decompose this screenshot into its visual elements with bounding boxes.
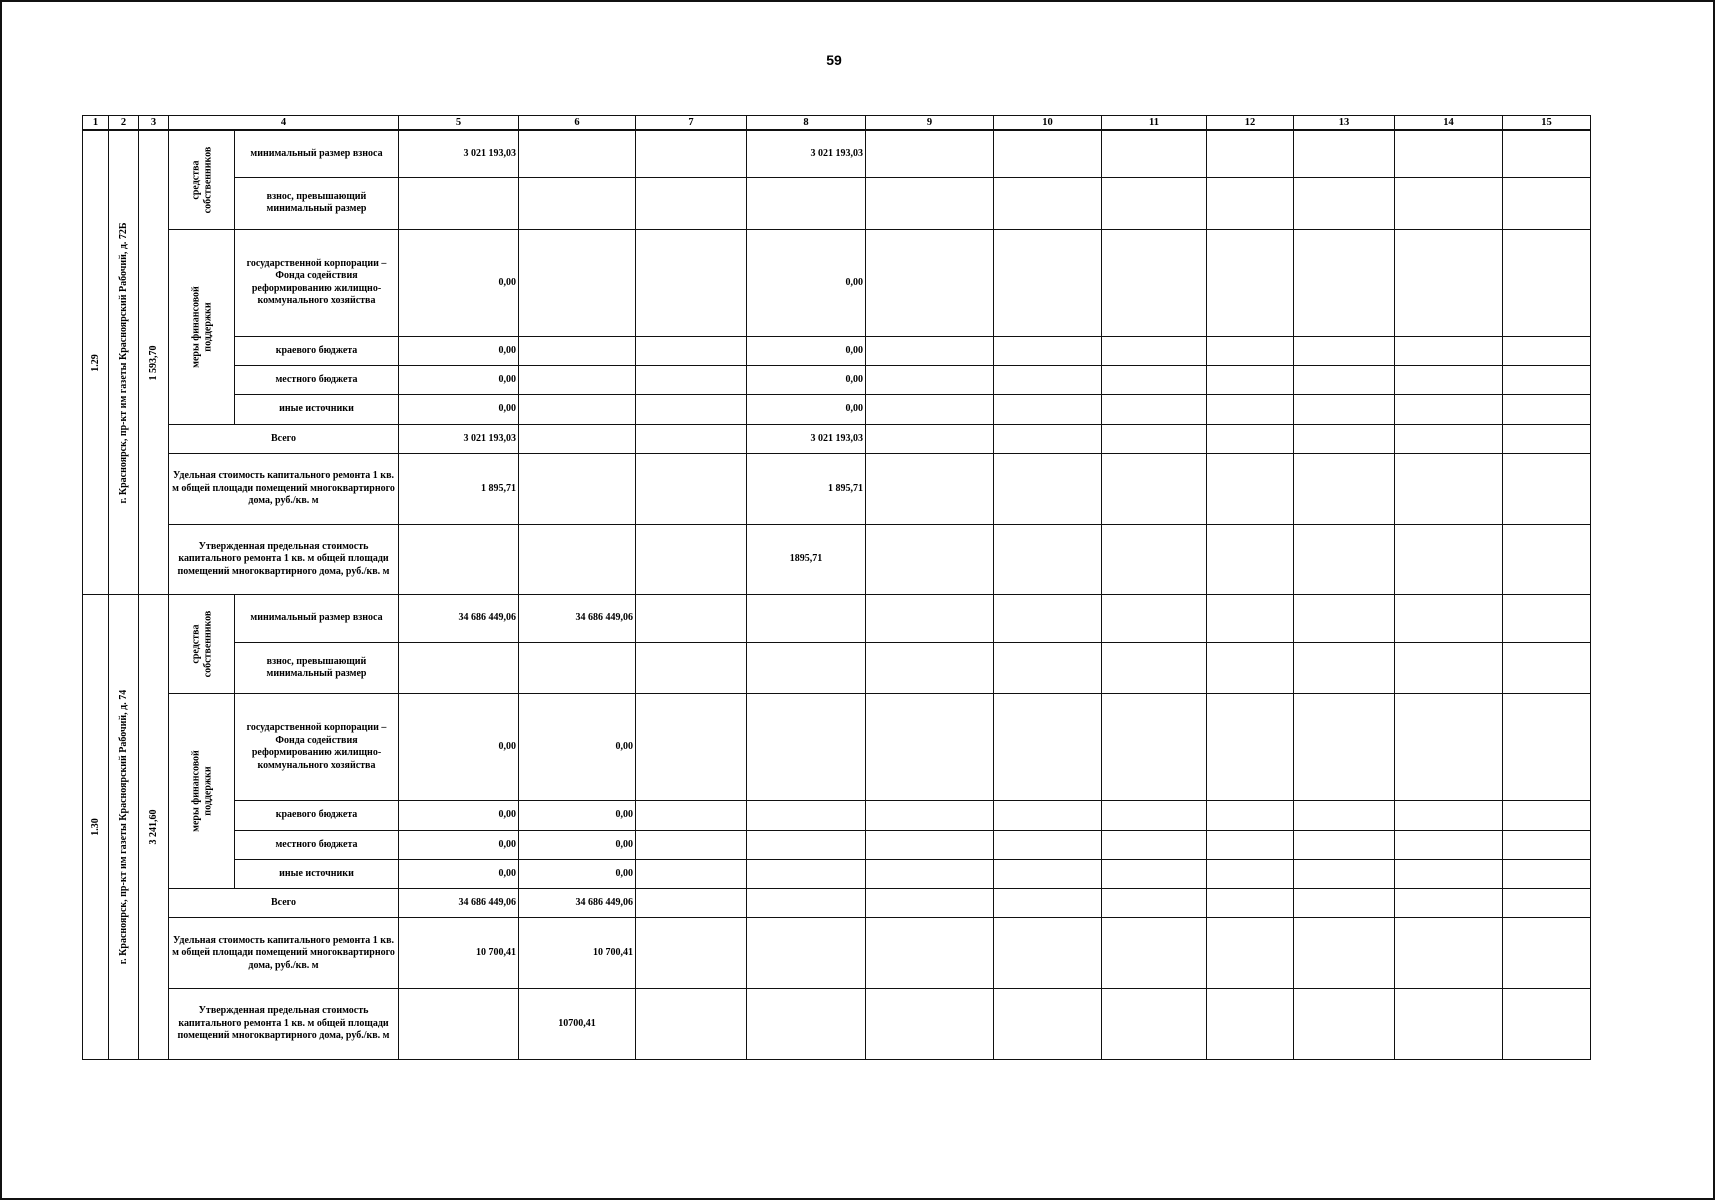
cell-col-13 [1294,595,1395,642]
row-label-unit-cost: Удельная стоимость капитального ремонта 1 кв. м общей площади помещений многоквартирного дома, руб./кв. м [169,918,399,989]
cell-col-11 [1102,395,1207,424]
column-header-3: 3 [139,116,169,131]
record-row-regional [83,801,1591,830]
cell-col-11 [1102,336,1207,365]
cell-col-5: 34 686 449,06 [399,595,519,642]
cell-col-9 [866,395,994,424]
cell-col-13 [1294,336,1395,365]
cell-col-11 [1102,524,1207,595]
cell-col-11 [1102,229,1207,336]
cell-col-14 [1395,395,1503,424]
cell-col-8 [747,178,866,230]
row-label-limit-cost: Утвержденная предельная стоимость капитального ремонта 1 кв. м общей площади помещений многоквартирного дома, руб./кв. м [169,989,399,1060]
cell-col-7 [636,130,747,177]
cell-col-11 [1102,989,1207,1060]
cell-col-12 [1207,395,1294,424]
row-label-gk-fund: государственной корпорации – Фонда содействия реформированию жилищно-коммунального хозяйства [235,694,399,801]
record-address [109,130,139,595]
cell-col-9 [866,595,994,642]
cell-col-14 [1395,424,1503,453]
column-number-row [83,116,1591,131]
vertical-text: 3 241,60 [147,809,159,845]
vertical-text: г. Красноярск, пр-кт им газеты Красноярский Рабочий, д. 72Б [117,222,129,504]
cell-col-13 [1294,889,1395,918]
cell-col-5: 3 021 193,03 [399,130,519,177]
column-header-12: 12 [1207,116,1294,131]
cell-col-8 [747,694,866,801]
cell-col-11 [1102,178,1207,230]
cell-col-15 [1503,595,1591,642]
cell-col-15 [1503,424,1591,453]
column-header-2: 2 [109,116,139,131]
cell-col-12 [1207,453,1294,524]
record-number [83,595,109,1060]
cell-col-9 [866,366,994,395]
record-row-over-fee [83,642,1591,694]
cell-col-15 [1503,989,1591,1060]
cell-col-14 [1395,178,1503,230]
cell-col-10 [994,395,1102,424]
cell-col-7 [636,395,747,424]
cell-col-9 [866,229,994,336]
cell-col-8: 0,00 [747,395,866,424]
cell-col-13 [1294,229,1395,336]
cell-col-6 [519,178,636,230]
cell-col-12 [1207,595,1294,642]
record-row-total [83,889,1591,918]
cell-col-15 [1503,453,1591,524]
vertical-text: меры финансовой поддержки [190,750,213,833]
cell-col-10 [994,694,1102,801]
cell-col-11 [1102,889,1207,918]
column-header-1: 1 [83,116,109,131]
cell-col-10 [994,859,1102,888]
cell-col-9 [866,801,994,830]
group-support-label [169,694,235,889]
cell-col-8: 1895,71 [747,524,866,595]
cell-col-14 [1395,366,1503,395]
cell-col-6 [519,453,636,524]
record-row-regional [83,336,1591,365]
cell-col-9 [866,859,994,888]
vertical-text: средства собственников [190,610,213,678]
cell-col-8 [747,801,866,830]
cell-col-15 [1503,642,1591,694]
cell-col-7 [636,229,747,336]
column-header-13: 13 [1294,116,1395,131]
cell-col-7 [636,524,747,595]
vertical-text: 1 593,70 [147,345,159,381]
records-body [83,130,1591,1059]
cell-col-13 [1294,918,1395,989]
record-row-min-fee [83,130,1591,177]
cell-col-11 [1102,130,1207,177]
cell-col-14 [1395,830,1503,859]
cell-col-7 [636,918,747,989]
cell-col-14 [1395,989,1503,1060]
cell-col-7 [636,424,747,453]
cell-col-10 [994,366,1102,395]
record-number [83,130,109,595]
cell-col-12 [1207,130,1294,177]
row-label-over-fee: взнос, превышающий минимальный размер [235,178,399,230]
cell-col-8: 0,00 [747,229,866,336]
cell-col-9 [866,178,994,230]
cell-col-7 [636,642,747,694]
group-owners-label [169,595,235,694]
cell-col-13 [1294,989,1395,1060]
cell-col-15 [1503,229,1591,336]
cell-col-5: 3 021 193,03 [399,424,519,453]
cell-col-11 [1102,918,1207,989]
record-area [139,595,169,1060]
cell-col-9 [866,830,994,859]
group-owners-label [169,130,235,229]
cell-col-13 [1294,859,1395,888]
row-label-regional: краевого бюджета [235,801,399,830]
cell-col-14 [1395,859,1503,888]
cell-col-7 [636,595,747,642]
cell-col-5: 0,00 [399,336,519,365]
cell-col-12 [1207,366,1294,395]
cell-col-15 [1503,830,1591,859]
cell-col-6 [519,229,636,336]
cell-col-8 [747,918,866,989]
cell-col-9 [866,889,994,918]
cell-col-12 [1207,830,1294,859]
cell-col-15 [1503,694,1591,801]
vertical-text: меры финансовой поддержки [190,285,213,368]
cell-col-12 [1207,524,1294,595]
cell-col-14 [1395,642,1503,694]
cell-col-14 [1395,130,1503,177]
cell-col-11 [1102,859,1207,888]
record-row-local [83,830,1591,859]
cell-col-13 [1294,524,1395,595]
cell-col-6 [519,642,636,694]
cell-col-12 [1207,424,1294,453]
cell-col-13 [1294,453,1395,524]
cell-col-9 [866,524,994,595]
cell-col-10 [994,424,1102,453]
cell-col-15 [1503,178,1591,230]
cell-col-12 [1207,989,1294,1060]
cell-col-14 [1395,524,1503,595]
row-label-min-fee: минимальный размер взноса [235,595,399,642]
cell-col-14 [1395,336,1503,365]
cell-col-10 [994,453,1102,524]
row-label-gk-fund: государственной корпорации – Фонда содействия реформированию жилищно-коммунального хозяйства [235,229,399,336]
cell-col-15 [1503,918,1591,989]
column-header-5: 5 [399,116,519,131]
cell-col-11 [1102,694,1207,801]
cell-col-8 [747,595,866,642]
cell-col-7 [636,366,747,395]
row-label-other: иные источники [235,859,399,888]
cell-col-10 [994,229,1102,336]
cell-col-14 [1395,595,1503,642]
row-label-total: Всего [169,424,399,453]
cell-col-12 [1207,694,1294,801]
cell-col-11 [1102,830,1207,859]
row-label-other: иные источники [235,395,399,424]
cell-col-13 [1294,694,1395,801]
cell-col-13 [1294,395,1395,424]
cell-col-5: 34 686 449,06 [399,889,519,918]
cell-col-11 [1102,453,1207,524]
cell-col-13 [1294,801,1395,830]
column-header-8: 8 [747,116,866,131]
page-number: 59 [826,52,842,68]
cell-col-7 [636,830,747,859]
column-header-6: 6 [519,116,636,131]
cell-col-6 [519,336,636,365]
cell-col-7 [636,178,747,230]
record-row-unit-cost [83,453,1591,524]
cell-col-13 [1294,178,1395,230]
cell-col-13 [1294,366,1395,395]
row-label-min-fee: минимальный размер взноса [235,130,399,177]
group-support-label [169,229,235,424]
row-label-over-fee: взнос, превышающий минимальный размер [235,642,399,694]
cell-col-9 [866,453,994,524]
cell-col-6 [519,524,636,595]
cell-col-6: 34 686 449,06 [519,595,636,642]
column-header-10: 10 [994,116,1102,131]
cell-col-11 [1102,424,1207,453]
row-label-total: Всего [169,889,399,918]
cell-col-11 [1102,366,1207,395]
cell-col-5: 0,00 [399,229,519,336]
cell-col-7 [636,694,747,801]
row-label-local: местного бюджета [235,830,399,859]
cell-col-5: 0,00 [399,694,519,801]
cell-col-7 [636,889,747,918]
cell-col-13 [1294,130,1395,177]
cell-col-14 [1395,918,1503,989]
cell-col-10 [994,889,1102,918]
cell-col-6: 0,00 [519,830,636,859]
cell-col-7 [636,859,747,888]
cell-col-10 [994,918,1102,989]
cell-col-10 [994,801,1102,830]
cell-col-6: 10700,41 [519,989,636,1060]
cell-col-14 [1395,801,1503,830]
cell-col-15 [1503,859,1591,888]
record-row-over-fee [83,178,1591,230]
cell-col-9 [866,989,994,1060]
cell-col-5: 0,00 [399,801,519,830]
vertical-text: средства собственников [190,146,213,214]
cell-col-13 [1294,424,1395,453]
column-header-9: 9 [866,116,994,131]
cell-col-6: 0,00 [519,694,636,801]
cell-col-10 [994,336,1102,365]
cell-col-6: 10 700,41 [519,918,636,989]
record-row-other [83,395,1591,424]
cell-col-5: 0,00 [399,830,519,859]
cell-col-12 [1207,178,1294,230]
row-label-regional: краевого бюджета [235,336,399,365]
record-row-other [83,859,1591,888]
cell-col-10 [994,130,1102,177]
cell-col-12 [1207,229,1294,336]
cell-col-8 [747,989,866,1060]
cell-col-14 [1395,229,1503,336]
cell-col-10 [994,989,1102,1060]
cell-col-5 [399,642,519,694]
cell-col-5 [399,178,519,230]
cell-col-9 [866,424,994,453]
cell-col-15 [1503,395,1591,424]
row-label-local: местного бюджета [235,366,399,395]
cell-col-15 [1503,366,1591,395]
column-header-14: 14 [1395,116,1503,131]
cell-col-5: 0,00 [399,366,519,395]
cell-col-8: 0,00 [747,336,866,365]
record-row-unit-cost [83,918,1591,989]
record-row-limit-cost [83,524,1591,595]
cell-col-8: 0,00 [747,366,866,395]
cell-col-10 [994,524,1102,595]
cell-col-9 [866,130,994,177]
cell-col-5: 1 895,71 [399,453,519,524]
vertical-text: 1.29 [89,354,101,372]
vertical-text: г. Красноярск, пр-кт им газеты Красноярский Рабочий, д. 74 [117,689,129,965]
cell-col-12 [1207,859,1294,888]
column-header-7: 7 [636,116,747,131]
cell-col-8: 3 021 193,03 [747,424,866,453]
row-label-unit-cost: Удельная стоимость капитального ремонта 1 кв. м общей площади помещений многоквартирного дома, руб./кв. м [169,453,399,524]
capital-repair-table [82,115,1591,1060]
cell-col-8 [747,859,866,888]
cell-col-6 [519,424,636,453]
cell-col-6: 0,00 [519,859,636,888]
record-row-local [83,366,1591,395]
cell-col-9 [866,336,994,365]
cell-col-8: 1 895,71 [747,453,866,524]
cell-col-14 [1395,453,1503,524]
cell-col-7 [636,453,747,524]
cell-col-5: 0,00 [399,859,519,888]
record-area [139,130,169,595]
cell-col-8 [747,642,866,694]
cell-col-9 [866,918,994,989]
cell-col-9 [866,642,994,694]
cell-col-7 [636,336,747,365]
cell-col-15 [1503,801,1591,830]
cell-col-14 [1395,889,1503,918]
cell-col-10 [994,178,1102,230]
cell-col-5 [399,989,519,1060]
cell-col-10 [994,595,1102,642]
cell-col-5: 0,00 [399,395,519,424]
cell-col-13 [1294,830,1395,859]
cell-col-9 [866,694,994,801]
cell-col-8 [747,889,866,918]
cell-col-15 [1503,524,1591,595]
row-label-limit-cost: Утвержденная предельная стоимость капитального ремонта 1 кв. м общей площади помещений многоквартирного дома, руб./кв. м [169,524,399,595]
column-header-11: 11 [1102,116,1207,131]
cell-col-5 [399,524,519,595]
record-row-gk-fund [83,229,1591,336]
cell-col-12 [1207,889,1294,918]
record-address [109,595,139,1060]
cell-col-12 [1207,918,1294,989]
cell-col-13 [1294,642,1395,694]
cell-col-12 [1207,336,1294,365]
cell-col-15 [1503,889,1591,918]
cell-col-15 [1503,130,1591,177]
cell-col-11 [1102,642,1207,694]
column-header-15: 15 [1503,116,1591,131]
cell-col-7 [636,989,747,1060]
cell-col-6 [519,130,636,177]
cell-col-10 [994,830,1102,859]
cell-col-6 [519,366,636,395]
cell-col-11 [1102,595,1207,642]
record-row-limit-cost [83,989,1591,1060]
cell-col-14 [1395,694,1503,801]
cell-col-8 [747,830,866,859]
cell-col-12 [1207,801,1294,830]
cell-col-11 [1102,801,1207,830]
cell-col-10 [994,642,1102,694]
cell-col-8: 3 021 193,03 [747,130,866,177]
cell-col-6 [519,395,636,424]
cell-col-15 [1503,336,1591,365]
record-row-min-fee [83,595,1591,642]
cell-col-6: 0,00 [519,801,636,830]
cell-col-12 [1207,642,1294,694]
cell-col-5: 10 700,41 [399,918,519,989]
vertical-text: 1.30 [89,818,101,836]
record-row-total [83,424,1591,453]
cell-col-6: 34 686 449,06 [519,889,636,918]
column-header-4: 4 [169,116,399,131]
cell-col-7 [636,801,747,830]
record-row-gk-fund [83,694,1591,801]
